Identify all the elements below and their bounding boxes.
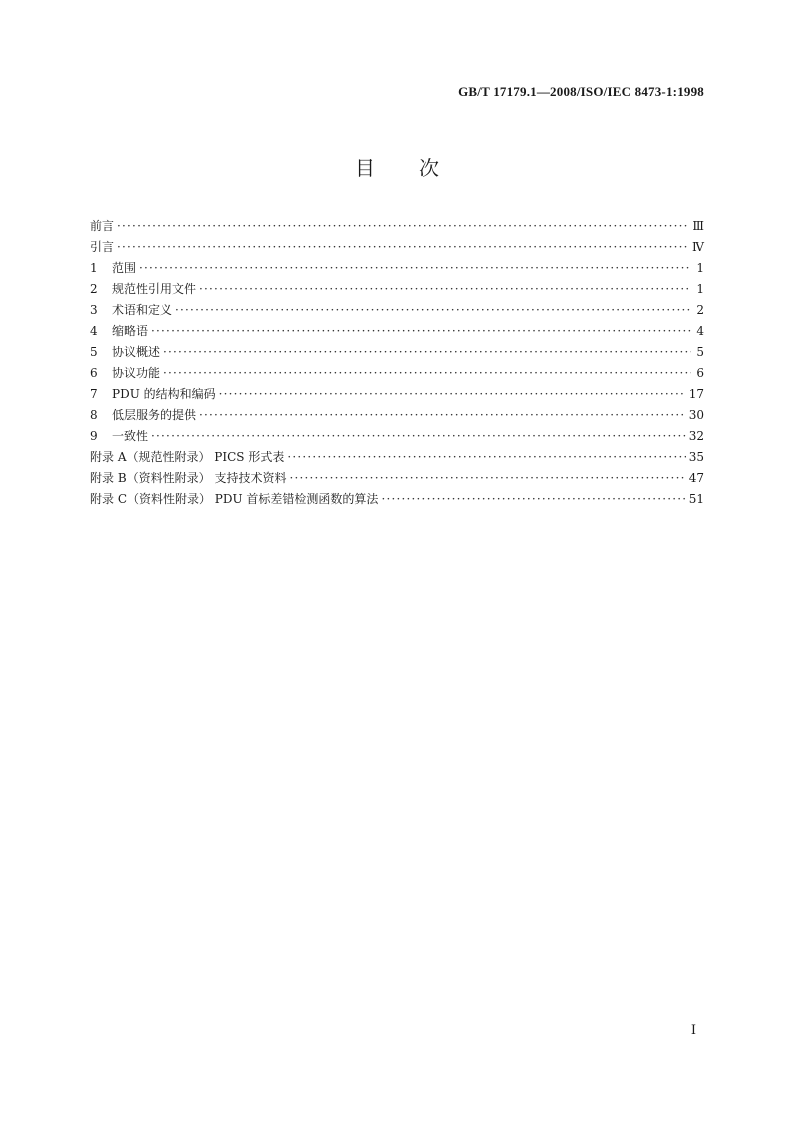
- toc-entry-page: 51: [688, 492, 704, 506]
- toc-entry-number: 2: [90, 282, 98, 296]
- toc-entry-label: 引言: [90, 240, 115, 254]
- toc-entry-number: 4: [90, 324, 98, 338]
- toc-leader-dots: [381, 489, 685, 510]
- toc-entry-page: 1: [696, 282, 704, 296]
- toc-leader-dots: [163, 363, 691, 384]
- toc-entry-page: 4: [696, 324, 704, 338]
- toc-entry-label: 规范性引用文件: [112, 282, 197, 296]
- toc-entry-1[interactable]: [90, 258, 704, 279]
- toc-leader-dots: [117, 237, 689, 258]
- toc-entry-5[interactable]: [90, 342, 704, 363]
- toc-entry-number: 8: [90, 408, 98, 422]
- toc-title-char-2: 次: [419, 156, 439, 180]
- toc-entry-4[interactable]: [90, 321, 704, 342]
- toc-leader-dots: [163, 342, 691, 363]
- toc-entry-page: Ⅳ: [692, 240, 704, 254]
- toc-entry-label: 附录 A（规范性附录） PICS 形式表: [90, 450, 285, 464]
- toc-entry-label: 附录 C（资料性附录） PDU 首标差错检测函数的算法: [90, 492, 379, 506]
- toc-entry-foreword[interactable]: [90, 216, 704, 237]
- toc-entry-introduction[interactable]: [90, 237, 704, 258]
- standard-code: GB/T 17179.1—2008/ISO/IEC 8473-1:1998: [458, 84, 704, 99]
- toc-entry-annex-c[interactable]: [90, 489, 704, 510]
- toc-leader-dots: [199, 279, 691, 300]
- toc-entry-number: 1: [90, 261, 98, 275]
- toc-entry-number: 3: [90, 303, 98, 317]
- toc-entry-page: 32: [688, 429, 704, 443]
- toc-leader-dots: [117, 216, 689, 237]
- toc-entry-label: 低层服务的提供: [112, 408, 197, 422]
- toc-entry-label: 协议功能: [112, 366, 161, 380]
- toc-entry-number: 5: [90, 345, 98, 359]
- toc-entry-label: 范围: [112, 261, 137, 275]
- toc-entry-9[interactable]: [90, 426, 704, 447]
- toc-entry-3[interactable]: [90, 300, 704, 321]
- table-of-contents: [90, 216, 704, 510]
- toc-leader-dots: [175, 300, 691, 321]
- toc-entry-page: 1: [696, 261, 704, 275]
- toc-entry-2[interactable]: [90, 279, 704, 300]
- toc-entry-label: PDU 的结构和编码: [112, 387, 216, 401]
- toc-leader-dots: [139, 258, 691, 279]
- toc-entry-label: 缩略语: [112, 324, 149, 338]
- toc-entry-page: 35: [688, 450, 704, 464]
- toc-entry-page: 30: [688, 408, 704, 422]
- toc-entry-page: 2: [696, 303, 704, 317]
- toc-entry-page: Ⅲ: [692, 219, 704, 233]
- toc-leader-dots: [151, 321, 691, 342]
- page-number: Ⅰ: [690, 1022, 696, 1037]
- toc-entry-page: 5: [696, 345, 704, 359]
- toc-entry-6[interactable]: [90, 363, 704, 384]
- toc-entry-page: 17: [688, 387, 704, 401]
- toc-leader-dots: [151, 426, 686, 447]
- toc-title-char-1: 目: [355, 156, 375, 180]
- toc-entry-label: 前言: [90, 219, 115, 233]
- toc-entry-7[interactable]: [90, 384, 704, 405]
- toc-leader-dots: [289, 468, 685, 489]
- toc-leader-dots: [287, 447, 685, 468]
- toc-leader-dots: [219, 384, 686, 405]
- toc-entry-8[interactable]: [90, 405, 704, 426]
- toc-entry-annex-b[interactable]: [90, 468, 704, 489]
- toc-entry-label: 附录 B（资料性附录） 支持技术资料: [90, 471, 287, 485]
- toc-title: [0, 152, 794, 181]
- toc-entry-label: 协议概述: [112, 345, 161, 359]
- toc-leader-dots: [199, 405, 686, 426]
- toc-entry-number: 6: [90, 366, 98, 380]
- toc-entry-label: 术语和定义: [112, 303, 173, 317]
- toc-entry-number: 9: [90, 429, 98, 443]
- toc-entry-page: 47: [688, 471, 704, 485]
- toc-entry-page: 6: [696, 366, 704, 380]
- toc-entry-number: 7: [90, 387, 98, 401]
- toc-entry-annex-a[interactable]: [90, 447, 704, 468]
- toc-entry-label: 一致性: [112, 429, 149, 443]
